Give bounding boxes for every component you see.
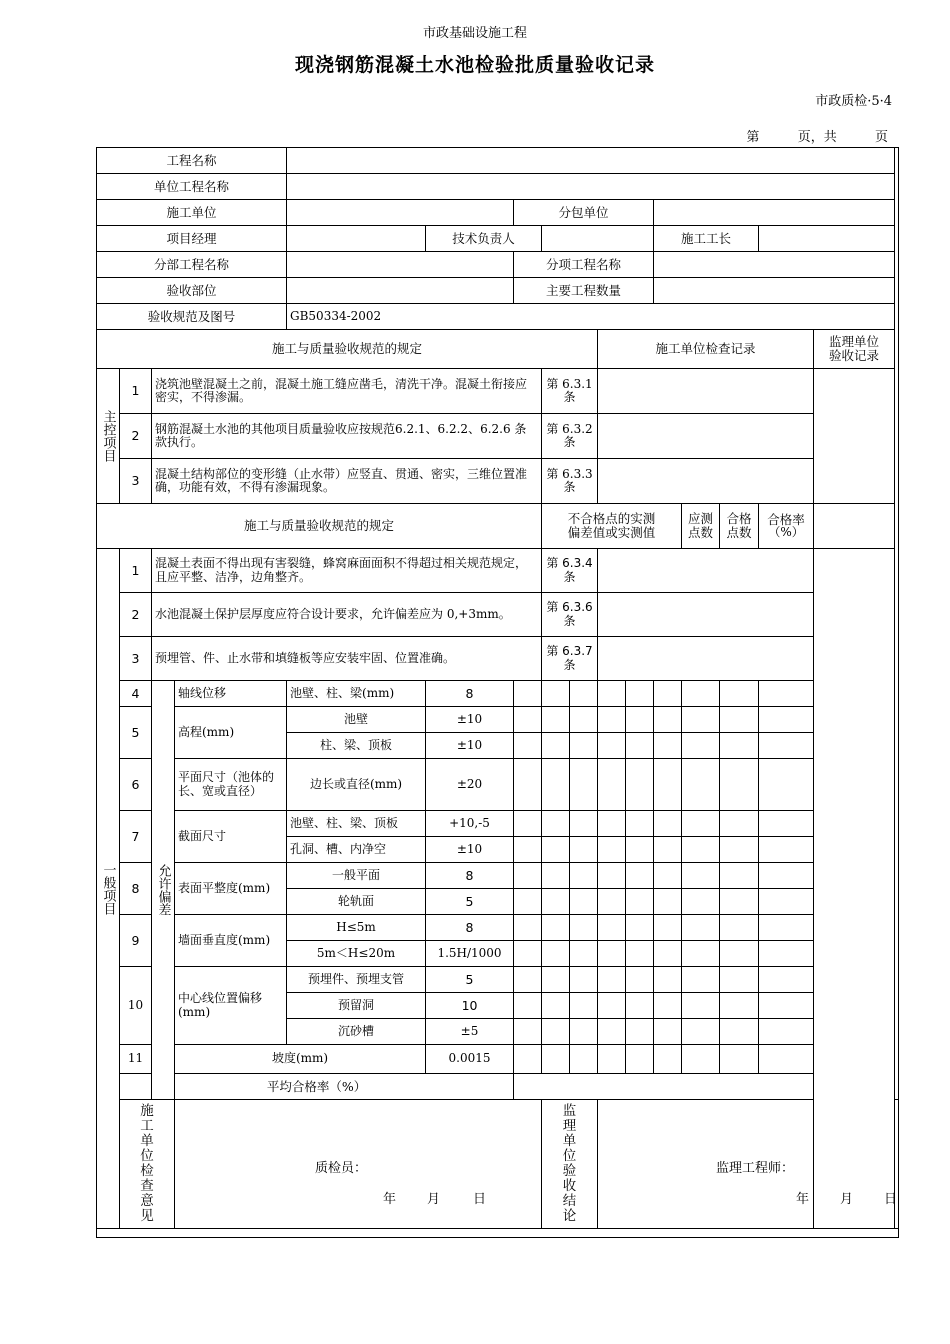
tol-item-name: 高程(mm) <box>175 707 287 759</box>
tol-item-no: 4 <box>120 681 152 707</box>
tol-item-no: 8 <box>120 863 152 915</box>
rate-1: 合格率 <box>767 511 805 527</box>
should-2: 点数 <box>688 525 714 540</box>
measure-cell[interactable] <box>598 863 626 889</box>
supervisor-conclusion-label <box>542 1100 598 1229</box>
tol-item-value: 8 <box>426 681 514 707</box>
pass-count-header <box>720 504 759 549</box>
project-name-value[interactable] <box>287 148 895 174</box>
tol-item-name: 轴线位移 <box>175 681 287 707</box>
measure-cell[interactable] <box>598 967 626 993</box>
tol-item-sub: 预埋件、预埋支管 <box>287 967 426 993</box>
tol-item-sub: 柱、梁、顶板 <box>287 733 426 759</box>
pass-cell[interactable] <box>720 889 759 915</box>
tol-item-no: 7 <box>120 811 152 863</box>
measure-cell[interactable] <box>514 967 542 993</box>
project-manager-label: 项目经理 <box>97 226 287 252</box>
measure-cell[interactable] <box>542 759 570 811</box>
measure-cell[interactable] <box>570 733 598 759</box>
contractor-label: 施工单位 <box>97 200 287 226</box>
main-control-section-label <box>97 369 120 504</box>
should-cell[interactable] <box>682 889 720 915</box>
average-rate-value[interactable] <box>514 1074 814 1100</box>
should-cell[interactable] <box>682 941 720 967</box>
measure-cell[interactable] <box>570 837 598 863</box>
should-count-header <box>682 504 720 549</box>
main-item-row-3 <box>97 459 899 504</box>
measure-cell[interactable] <box>514 811 542 837</box>
measure-cell[interactable] <box>514 889 542 915</box>
tol-item-sub: 边长或直径(mm) <box>287 759 426 811</box>
measure-cell[interactable] <box>654 1019 682 1045</box>
tol-item-name: 平面尺寸（池体的长、宽或直径） <box>175 759 287 811</box>
tech-lead-value[interactable] <box>542 226 654 252</box>
measure-cell[interactable] <box>598 837 626 863</box>
measure-cell[interactable] <box>654 811 682 837</box>
measure-cell[interactable] <box>654 967 682 993</box>
sign-year: 年 <box>383 1192 397 1207</box>
tol-item-sub: 沉砂槽 <box>287 1019 426 1045</box>
rate-cell[interactable] <box>759 811 814 837</box>
measure-cell[interactable] <box>626 889 654 915</box>
measure-cell[interactable] <box>626 863 654 889</box>
measure-cell[interactable] <box>514 915 542 941</box>
unit-project-name-label: 单位工程名称 <box>97 174 287 200</box>
general-spec-header: 施工与质量验收规范的规定 <box>97 504 542 549</box>
row-standard <box>97 304 899 330</box>
standard-value: GB50334-2002 <box>287 304 895 330</box>
measure-cell[interactable] <box>570 811 598 837</box>
tolerance-row-6 <box>97 759 899 811</box>
main-item-text: 混凝土结构部位的变形缝（止水带）应竖直、贯通、密实，三维位置准确，功能有效，不得有渗漏现象。 <box>152 459 542 504</box>
measure-cell[interactable] <box>654 837 682 863</box>
contractor-value[interactable] <box>287 200 514 226</box>
measure-cell[interactable] <box>570 889 598 915</box>
tol-item-value: 10 <box>426 993 514 1019</box>
tol-item-value: ±10 <box>426 707 514 733</box>
measure-cell[interactable] <box>654 1045 682 1074</box>
standard-label: 验收规范及图号 <box>97 304 287 330</box>
rate-cell[interactable] <box>759 1045 814 1074</box>
measure-cell[interactable] <box>626 733 654 759</box>
acceptance-part-label: 验收部位 <box>97 278 287 304</box>
sign-month-2: 月 <box>840 1192 854 1207</box>
measure-cell[interactable] <box>598 707 626 733</box>
measure-cell[interactable] <box>598 811 626 837</box>
general-item-clause: 第 6.3.4 条 <box>542 549 598 593</box>
tol-item-value: 5 <box>426 889 514 915</box>
tolerance-label-cell <box>152 681 175 1100</box>
main-item-check-record[interactable] <box>598 369 814 414</box>
pass-1: 合格 <box>726 511 752 527</box>
should-cell[interactable] <box>682 837 720 863</box>
tol-item-value: 1.5H/1000 <box>426 941 514 967</box>
should-cell[interactable] <box>682 733 720 759</box>
row-general-header <box>97 504 899 549</box>
measure-cell[interactable] <box>514 1045 542 1074</box>
pass-cell[interactable] <box>720 967 759 993</box>
measure-cell[interactable] <box>514 941 542 967</box>
unit-project-name-value[interactable] <box>287 174 895 200</box>
measure-cell[interactable] <box>542 993 570 1019</box>
measure-cell[interactable] <box>626 967 654 993</box>
pass-cell[interactable] <box>720 863 759 889</box>
general-item-clause: 第 6.3.6条 <box>542 593 598 637</box>
measure-cell[interactable] <box>626 837 654 863</box>
measure-cell[interactable] <box>542 967 570 993</box>
page-di: 第 <box>746 130 760 145</box>
rate-cell[interactable] <box>759 967 814 993</box>
measure-cell[interactable] <box>514 1019 542 1045</box>
tol-item-no: 11 <box>120 1045 152 1074</box>
should-cell[interactable] <box>682 967 720 993</box>
measure-cell[interactable] <box>598 941 626 967</box>
subitem-name-value[interactable] <box>654 252 895 278</box>
row-contractor <box>97 200 899 226</box>
rate-cell[interactable] <box>759 915 814 941</box>
tol-item-no: 6 <box>120 759 152 811</box>
should-cell[interactable] <box>682 811 720 837</box>
pass-cell[interactable] <box>720 811 759 837</box>
main-item-clause: 第 6.3.3 条 <box>542 459 598 504</box>
measure-cell[interactable] <box>542 681 570 707</box>
measure-cell[interactable] <box>542 811 570 837</box>
measure-cell[interactable] <box>654 707 682 733</box>
contractor-opinion-text: 施工单位检查意见 <box>140 1103 154 1224</box>
measure-cell[interactable] <box>570 863 598 889</box>
should-cell[interactable] <box>682 1019 720 1045</box>
tol-item-sub: 一般平面 <box>287 863 426 889</box>
general-item-row-2 <box>97 593 899 637</box>
tolerance-row-9a <box>97 915 899 941</box>
general-item-text: 水池混凝土保护层厚度应符合设计要求，允许偏差应为 0,+3mm。 <box>152 593 542 637</box>
supervisor-conclusion-text: 监理单位验收结论 <box>562 1103 577 1224</box>
rate-cell[interactable] <box>759 681 814 707</box>
measure-cell[interactable] <box>654 993 682 1019</box>
general-item-row-3 <box>97 637 899 681</box>
row-average-rate <box>97 1074 899 1100</box>
measure-cell[interactable] <box>626 681 654 707</box>
deviation-header <box>542 504 682 549</box>
main-item-text: 浇筑池壁混凝土之前，混凝土施工缝应凿毛，清洗干净。混凝土衔接应密实，不得渗漏。 <box>152 369 542 414</box>
tolerance-row-8a <box>97 863 899 889</box>
form-number: 市政质检·5·4 <box>815 94 892 109</box>
tolerance-row-11 <box>97 1045 899 1074</box>
tolerance-row-10a <box>97 967 899 993</box>
measure-cell[interactable] <box>514 759 542 811</box>
tolerance-row-4 <box>97 681 899 707</box>
measure-cell[interactable] <box>598 733 626 759</box>
measure-cell[interactable] <box>626 993 654 1019</box>
measure-cell[interactable] <box>598 993 626 1019</box>
measure-cell[interactable] <box>514 837 542 863</box>
tol-item-value: 8 <box>426 915 514 941</box>
main-item-clause: 第 6.3.2 条 <box>542 414 598 459</box>
row-project-name <box>97 148 899 174</box>
foreman-label: 施工工长 <box>654 226 759 252</box>
supervisor-record-1: 监理单位 <box>829 334 880 350</box>
measure-cell[interactable] <box>598 681 626 707</box>
main-item-row-1 <box>97 369 899 414</box>
measure-cell[interactable] <box>542 889 570 915</box>
sign-day: 日 <box>473 1192 487 1207</box>
pass-rate-header <box>759 504 814 549</box>
main-quantity-label: 主要工程数量 <box>514 278 654 304</box>
tol-item-name: 坡度(mm) <box>175 1045 426 1074</box>
main-quantity-value[interactable] <box>654 278 895 304</box>
should-cell[interactable] <box>682 1045 720 1074</box>
rate-cell[interactable] <box>759 863 814 889</box>
tol-item-value: 5 <box>426 967 514 993</box>
rate-cell[interactable] <box>759 941 814 967</box>
tol-item-sub: 预留洞 <box>287 993 426 1019</box>
project-manager-value[interactable] <box>287 226 426 252</box>
tol-item-value: 8 <box>426 863 514 889</box>
tol-item-name: 中心线位置偏移(mm) <box>175 967 287 1045</box>
rate-cell[interactable] <box>759 733 814 759</box>
measure-cell[interactable] <box>514 863 542 889</box>
measure-cell[interactable] <box>598 889 626 915</box>
subcontractor-value[interactable] <box>654 200 895 226</box>
measure-cell[interactable] <box>542 1019 570 1045</box>
measure-cell[interactable] <box>570 993 598 1019</box>
subitem-name-label: 分项工程名称 <box>514 252 654 278</box>
tol-item-value: +10,-5 <box>426 811 514 837</box>
tol-item-name: 表面平整度(mm) <box>175 863 287 915</box>
pass-cell[interactable] <box>720 941 759 967</box>
measure-cell[interactable] <box>542 915 570 941</box>
measure-cell[interactable] <box>598 759 626 811</box>
general-item-no: 3 <box>120 637 152 681</box>
tol-item-sub: 5m＜H≤20m <box>287 941 426 967</box>
pass-2: 点数 <box>726 525 752 540</box>
measure-cell[interactable] <box>570 915 598 941</box>
rate-cell[interactable] <box>759 759 814 811</box>
tech-lead-label: 技术负责人 <box>426 226 542 252</box>
tolerance-label: 允许偏差 <box>155 864 171 916</box>
measure-cell[interactable] <box>570 967 598 993</box>
tol-item-value: ±10 <box>426 733 514 759</box>
tol-item-sub: 池壁 <box>287 707 426 733</box>
main-item-no: 1 <box>120 369 152 414</box>
tol-item-value: 0.0015 <box>426 1045 514 1074</box>
tol-item-sub: 池壁、柱、梁、顶板 <box>287 811 426 837</box>
foreman-value[interactable] <box>759 226 895 252</box>
contractor-opinion-area[interactable] <box>175 1100 542 1229</box>
general-item-no: 1 <box>120 549 152 593</box>
tol-item-no: 10 <box>120 967 152 1045</box>
sign-month: 月 <box>427 1192 441 1207</box>
measure-cell[interactable] <box>570 681 598 707</box>
tol-item-value: ±20 <box>426 759 514 811</box>
measure-cell[interactable] <box>514 993 542 1019</box>
should-cell[interactable] <box>682 863 720 889</box>
measure-cell[interactable] <box>654 681 682 707</box>
main-spec-header: 施工与质量验收规范的规定 <box>97 330 598 369</box>
supervisor-conclusion-area[interactable] <box>598 1100 899 1229</box>
measure-cell[interactable] <box>598 1045 626 1074</box>
project-name-label: 工程名称 <box>97 148 287 174</box>
measure-cell[interactable] <box>654 863 682 889</box>
page-number <box>746 126 888 145</box>
tol-item-no: 9 <box>120 915 152 967</box>
row-signoff <box>97 1100 899 1229</box>
inspector-label: 质检员： <box>315 1161 368 1176</box>
tol-item-name: 墙面垂直度(mm) <box>175 915 287 967</box>
measure-cell[interactable] <box>542 1045 570 1074</box>
rate-cell[interactable] <box>759 889 814 915</box>
main-supervisor-record[interactable] <box>814 369 895 504</box>
page-title: 现浇钢筋混凝土水池检验批质量验收记录 <box>294 54 655 76</box>
main-item-row-2 <box>97 414 899 459</box>
rate-cell[interactable] <box>759 707 814 733</box>
should-cell[interactable] <box>682 993 720 1019</box>
measure-cell[interactable] <box>654 759 682 811</box>
inspection-form-table <box>96 147 899 1229</box>
measure-cell[interactable] <box>542 941 570 967</box>
main-item-no: 3 <box>120 459 152 504</box>
pass-cell[interactable] <box>720 915 759 941</box>
tolerance-row-5a <box>97 707 899 733</box>
measure-cell[interactable] <box>570 1045 598 1074</box>
main-item-check-record[interactable] <box>598 414 814 459</box>
main-item-no: 2 <box>120 414 152 459</box>
general-item-record[interactable] <box>598 637 814 681</box>
pass-cell[interactable] <box>720 681 759 707</box>
measure-cell[interactable] <box>626 1045 654 1074</box>
general-item-text: 预埋管、件、止水带和填缝板等应安装牢固、位置准确。 <box>152 637 542 681</box>
rate-cell[interactable] <box>759 1019 814 1045</box>
measure-cell[interactable] <box>626 1019 654 1045</box>
measure-cell[interactable] <box>626 941 654 967</box>
division-name-label: 分部工程名称 <box>97 252 287 278</box>
measure-cell[interactable] <box>626 811 654 837</box>
row-division <box>97 252 899 278</box>
division-name-value[interactable] <box>287 252 514 278</box>
main-item-text: 钢筋混凝土水池的其他项目质量验收应按规范6.2.1、6.2.2、6.2.6 条款执行。 <box>152 414 542 459</box>
measure-cell[interactable] <box>542 837 570 863</box>
general-header-blank <box>814 504 895 549</box>
pass-cell[interactable] <box>720 837 759 863</box>
sign-day-2: 日 <box>884 1192 898 1207</box>
supervisor-record-header <box>814 330 895 369</box>
measure-cell[interactable] <box>514 707 542 733</box>
general-item-record[interactable] <box>598 549 814 593</box>
row-acceptance-part <box>97 278 899 304</box>
measure-cell[interactable] <box>570 1019 598 1045</box>
rate-2: （%） <box>768 525 804 540</box>
should-cell[interactable] <box>682 681 720 707</box>
tol-item-value: ±10 <box>426 837 514 863</box>
supervisor-engineer-label: 监理工程师： <box>716 1161 795 1176</box>
tol-item-value: ±5 <box>426 1019 514 1045</box>
measure-cell[interactable] <box>570 759 598 811</box>
measure-cell[interactable] <box>598 915 626 941</box>
tol-item-no: 5 <box>120 707 152 759</box>
subcontractor-label: 分包单位 <box>514 200 654 226</box>
general-item-record[interactable] <box>598 593 814 637</box>
general-item-no: 2 <box>120 593 152 637</box>
tol-item-sub: 孔洞、槽、内净空 <box>287 837 426 863</box>
measure-cell[interactable] <box>542 707 570 733</box>
measure-cell[interactable] <box>626 707 654 733</box>
main-item-clause: 第 6.3.1 条 <box>542 369 598 414</box>
measure-cell[interactable] <box>542 733 570 759</box>
measure-cell[interactable] <box>654 889 682 915</box>
measure-cell[interactable] <box>570 707 598 733</box>
general-item-text: 混凝土表面不得出现有害裂缝，蜂窝麻面面积不得超过相关规范规定，且应平整、洁净，边角整齐。 <box>152 549 542 593</box>
general-label-text: 一般项目 <box>100 862 116 915</box>
main-control-label-text: 主控项目 <box>100 410 116 462</box>
deviation-header-1: 不合格点的实测 <box>567 511 656 527</box>
tol-item-sub: 池壁、柱、梁(mm) <box>287 681 426 707</box>
measure-cell[interactable] <box>514 733 542 759</box>
measure-cell[interactable] <box>598 1019 626 1045</box>
measure-cell[interactable] <box>542 863 570 889</box>
tol-item-name: 截面尺寸 <box>175 811 287 863</box>
page-ye: 页 <box>874 130 888 145</box>
main-item-check-record[interactable] <box>598 459 814 504</box>
should-1: 应测 <box>688 511 714 527</box>
row-unit-project-name <box>97 174 899 200</box>
pass-cell[interactable] <box>720 1019 759 1045</box>
average-rate-label: 平均合格率（%） <box>120 1074 514 1100</box>
should-cell[interactable] <box>682 759 720 811</box>
pass-cell[interactable] <box>720 1045 759 1074</box>
pass-cell[interactable] <box>720 733 759 759</box>
measure-cell[interactable] <box>626 759 654 811</box>
deviation-header-2: 偏差值或实测值 <box>567 525 656 540</box>
row-project-manager <box>97 226 899 252</box>
sign-year-2: 年 <box>796 1192 810 1207</box>
rate-cell[interactable] <box>759 837 814 863</box>
general-item-clause: 第 6.3.7条 <box>542 637 598 681</box>
pass-cell[interactable] <box>720 759 759 811</box>
tol-item-sub: 轮轨面 <box>287 889 426 915</box>
contractor-record-header: 施工单位检查记录 <box>598 330 814 369</box>
rate-cell[interactable] <box>759 993 814 1019</box>
general-section-label <box>97 549 120 1229</box>
measure-cell[interactable] <box>654 915 682 941</box>
header-subtitle: 市政基础设施工程 <box>422 26 527 41</box>
contractor-opinion-label <box>120 1100 175 1229</box>
measure-cell[interactable] <box>626 915 654 941</box>
measure-cell[interactable] <box>654 941 682 967</box>
measure-cell[interactable] <box>514 681 542 707</box>
general-item-row-1 <box>97 549 899 593</box>
pass-cell[interactable] <box>720 993 759 1019</box>
acceptance-part-value[interactable] <box>287 278 514 304</box>
supervisor-record-2: 验收记录 <box>829 348 880 363</box>
pass-cell[interactable] <box>720 707 759 733</box>
page-ye-gong: 页，共 <box>797 130 837 145</box>
measure-cell[interactable] <box>654 733 682 759</box>
tolerance-row-7a <box>97 811 899 837</box>
row-main-control-header <box>97 330 899 369</box>
measure-cell[interactable] <box>570 941 598 967</box>
tol-item-sub: H≤5m <box>287 915 426 941</box>
should-cell[interactable] <box>682 915 720 941</box>
should-cell[interactable] <box>682 707 720 733</box>
